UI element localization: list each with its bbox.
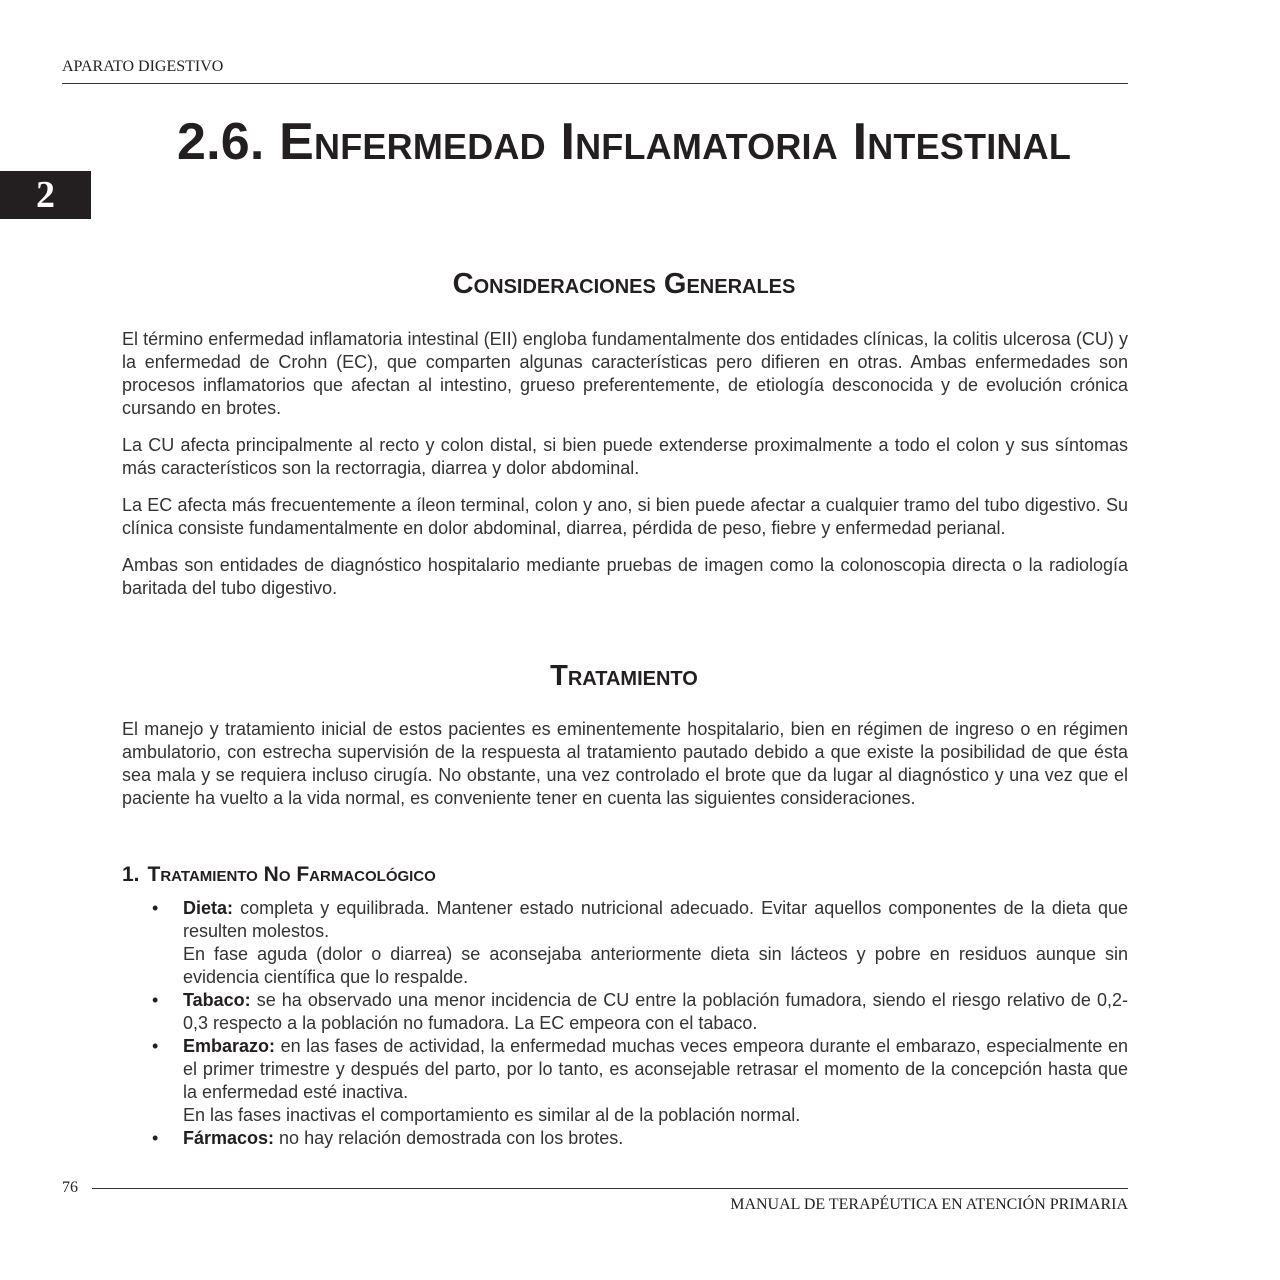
- chapter-number-tab: 2: [0, 171, 91, 219]
- page-title: 2.6. Enfermedad Inflamatoria Intestinal: [176, 113, 1072, 171]
- section-body-consideraciones: [122, 328, 1128, 614]
- paragraph: La EC afecta más frecuentemente a íleon terminal, colon y ano, si bien puede afectar a cualquier tramo del tubo digestivo. Su clínica consiste fundamentalmente en dolor abdominal, diarrea, pérdida de peso, fiebre y enfermedad perianal.: [122, 495, 1128, 538]
- bullet-icon: •: [152, 898, 159, 918]
- footer-book-title: MANUAL DE TERAPÉUTICA EN ATENCIÓN PRIMARIA: [730, 1196, 1128, 1213]
- running-head: APARATO DIGESTIVO: [62, 58, 224, 75]
- bullet-icon: •: [152, 990, 159, 1010]
- subsection-heading: [122, 863, 436, 887]
- bullet-icon: •: [152, 1036, 159, 1056]
- item-text: se ha observado una menor incidencia de CU entre la población fumadora, siendo el riesgo relativo de 0,2-0,3 respecto a la población no fumadora. La EC empeora con el tabaco.: [183, 990, 1128, 1033]
- bullet-icon: •: [152, 1128, 159, 1148]
- subsection-title: Tratamiento No Farmacológico: [147, 863, 436, 886]
- item-extra: En fase aguda (dolor o diarrea) se aconsejaba anteriormente dieta sin lácteos y pobre en residuos aunque sin evidencia científica que lo respalde.: [183, 944, 1128, 987]
- section-body-tratamiento: [122, 718, 1128, 824]
- paragraph: El manejo y tratamiento inicial de estos pacientes es eminentemente hospitalario, bien en régimen de ingreso o en régimen ambulatorio, con estrecha supervisión de la respuesta al tratamiento pautado debido a que existe la posibilidad de que ésta sea mala y se requiera incluso cirugía. No obstante, una vez controlado el brote que da lugar al diagnóstico y una vez que el paciente ha vuelto a la vida normal, es conveniente tener en cuenta las siguientes consideraciones.: [122, 719, 1128, 808]
- item-text: en las fases de actividad, la enfermedad muchas veces empeora durante el embarazo, especialmente en el primer trimestre y después del parto, por lo tanto, es aconsejable retrasar el momento de la concepción hasta que la enfermedad esté inactiva.: [183, 1036, 1128, 1102]
- item-label: Fármacos:: [183, 1128, 275, 1148]
- item-text: completa y equilibrada. Mantener estado nutricional adecuado. Evitar aquellos componentes de la dieta que resulten molestos.: [183, 898, 1128, 941]
- item-extra: En las fases inactivas el comportamiento es similar al de la población normal.: [183, 1105, 801, 1125]
- page-number: 76: [62, 1179, 78, 1196]
- section-heading-consideraciones: Consideraciones Generales: [452, 268, 796, 300]
- item-label: Dieta:: [183, 898, 234, 918]
- paragraph: El término enfermedad inflamatoria intestinal (EII) engloba fundamentalmente dos entidades clínicas, la colitis ulcerosa (CU) y la enfermedad de Crohn (EC), que comparten algunas características pero difieren en otras. Ambas enfermedades son procesos inflamatorios que afectan al intestino, grueso preferentemente, de etiología desconocida y de evolución crónica cursando en brotes.: [122, 329, 1128, 418]
- section-heading-tratamiento: Tratamiento: [550, 660, 698, 692]
- list-item: [122, 897, 1128, 989]
- subsection-number: 1.: [122, 863, 140, 886]
- paragraph: La CU afecta principalmente al recto y colon distal, si bien puede extenderse proximalmente a todo el colon y sus síntomas más característicos son la rectorragia, diarrea y dolor abdominal.: [122, 435, 1128, 478]
- footer-rule: [92, 1188, 1128, 1189]
- item-label: Embarazo:: [183, 1036, 276, 1056]
- item-label: Tabaco:: [183, 990, 251, 1010]
- list-item: [122, 1127, 1128, 1150]
- item-text: no hay relación demostrada con los brotes.: [274, 1128, 624, 1148]
- list-item: [122, 1035, 1128, 1127]
- header-rule: [62, 83, 1128, 84]
- list-item: [122, 989, 1128, 1035]
- bullet-list: [122, 897, 1128, 1150]
- paragraph: Ambas son entidades de diagnóstico hospitalario mediante pruebas de imagen como la colonoscopia directa o la radiología baritada del tubo digestivo.: [122, 555, 1128, 598]
